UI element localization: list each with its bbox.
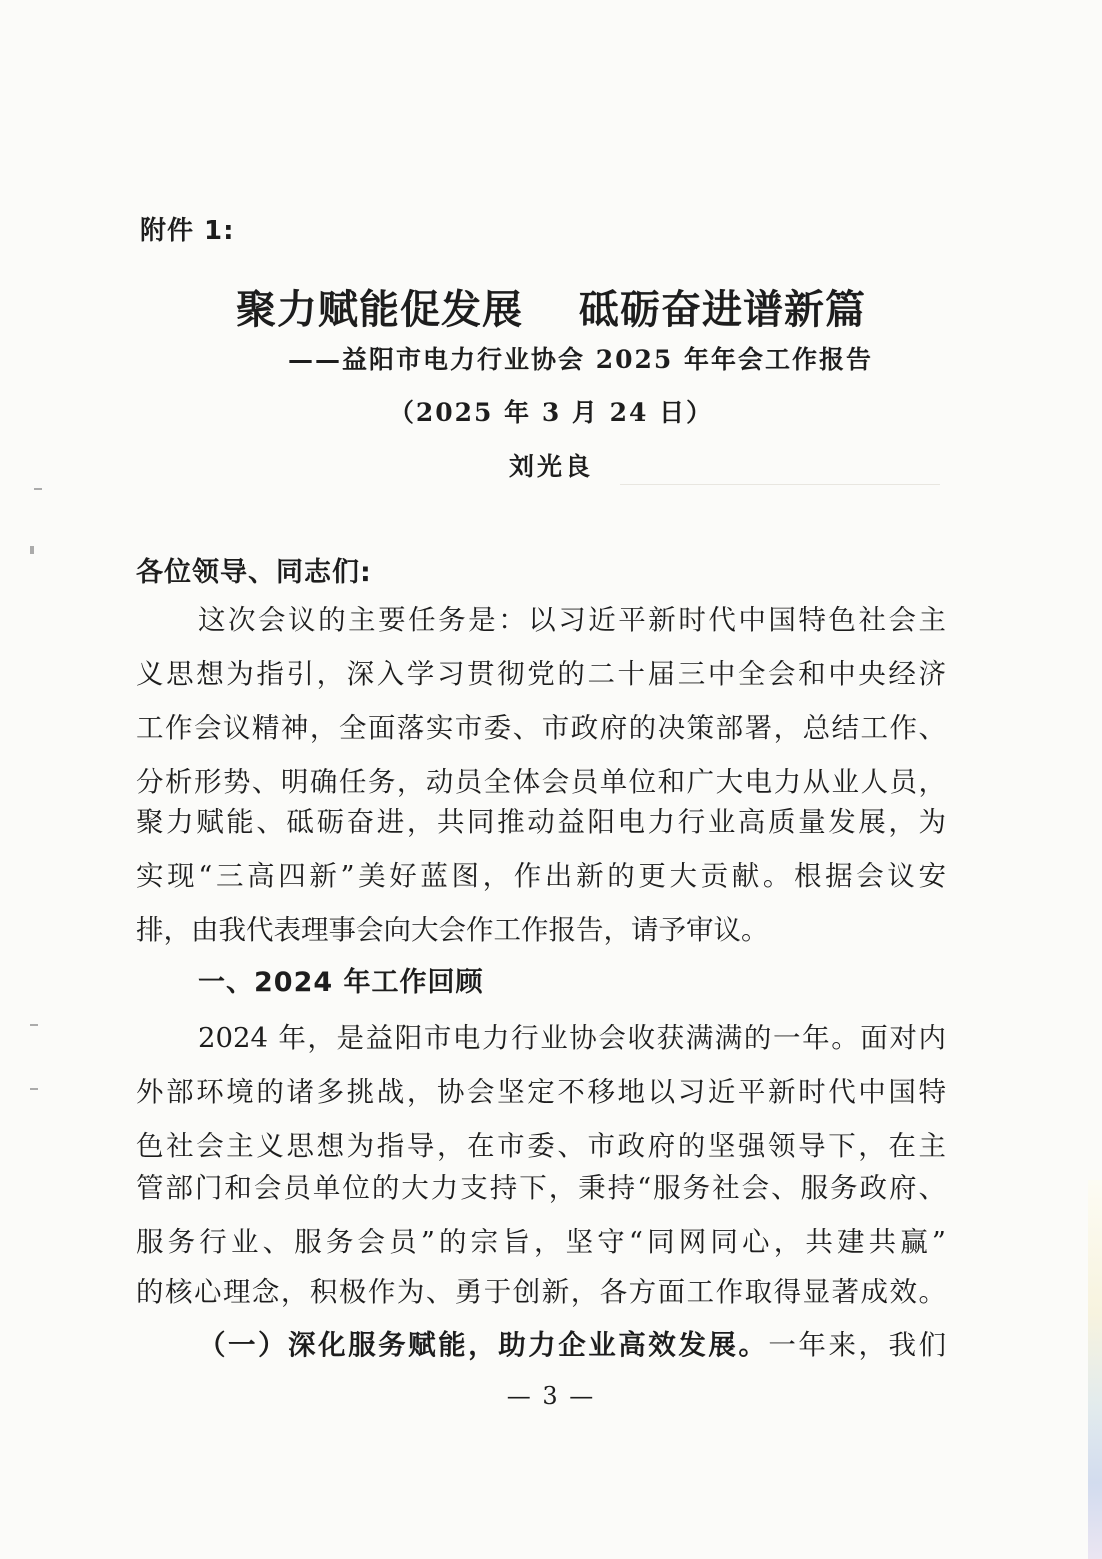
report-date: （2025 年 3 月 24 日） <box>388 398 714 427</box>
scan-mark <box>30 1088 38 1090</box>
subsection-line <box>198 1325 946 1365</box>
subsection-text: 一年来，我们 <box>768 1329 947 1361</box>
scan-faint-rule <box>620 484 940 485</box>
scan-mark <box>30 1024 38 1026</box>
paragraph-line: 服务行业、服务会员”的宗旨，坚守“同网同心，共建共赢” <box>136 1226 946 1258</box>
paragraph-line: 义思想为指引，深入学习贯彻党的二十届三中全会和中央经济 <box>136 658 946 690</box>
document-title: 聚力赋能促发展 砥砺奋进谱新篇 <box>236 286 866 333</box>
paragraph-line: 外部环境的诸多挑战，协会坚定不移地以习近平新时代中国特 <box>136 1076 946 1108</box>
subsection-heading: （一）深化服务赋能，助力企业高效发展。 <box>198 1329 769 1361</box>
paragraph-line: 聚力赋能、砥砺奋进，共同推动益阳电力行业高质量发展，为 <box>136 806 946 838</box>
report-author: 刘光良 <box>508 452 593 481</box>
page-number: — 3 — <box>506 1382 596 1410</box>
paragraph-line: 管部门和会员单位的大力支持下，秉持“服务社会、服务政府、 <box>136 1172 946 1204</box>
paragraph-line: 工作会议精神，全面落实市委、市政府的决策部署，总结工作、 <box>136 712 946 744</box>
paragraph-line: 的核心理念，积极作为、勇于创新，各方面工作取得显著成效。 <box>136 1276 946 1308</box>
paragraph-line: 这次会议的主要任务是：以习近平新时代中国特色社会主 <box>198 604 946 636</box>
document-subtitle: ——益阳市电力行业协会 2025 年年会工作报告 <box>288 345 873 374</box>
paragraph-line: 分析形势、明确任务，动员全体会员单位和广大电力从业人员， <box>136 766 946 798</box>
scan-edge-tint <box>1088 1180 1102 1559</box>
scan-mark <box>34 488 42 490</box>
scan-mark <box>30 546 34 554</box>
salutation: 各位领导、同志们: <box>136 557 372 588</box>
paragraph-line: 色社会主义思想为指导，在市委、市政府的坚强领导下，在主 <box>136 1130 946 1162</box>
attachment-label: 附件 1: <box>140 216 235 246</box>
paragraph-line: 实现“三高四新”美好蓝图，作出新的更大贡献。根据会议安 <box>136 860 946 892</box>
paragraph-line: 排，由我代表理事会向大会作工作报告，请予审议。 <box>136 914 769 946</box>
paragraph-line: 2024 年，是益阳市电力行业协会收获满满的一年。面对内 <box>198 1022 946 1054</box>
section-heading: 一、2024 年工作回顾 <box>198 967 484 998</box>
